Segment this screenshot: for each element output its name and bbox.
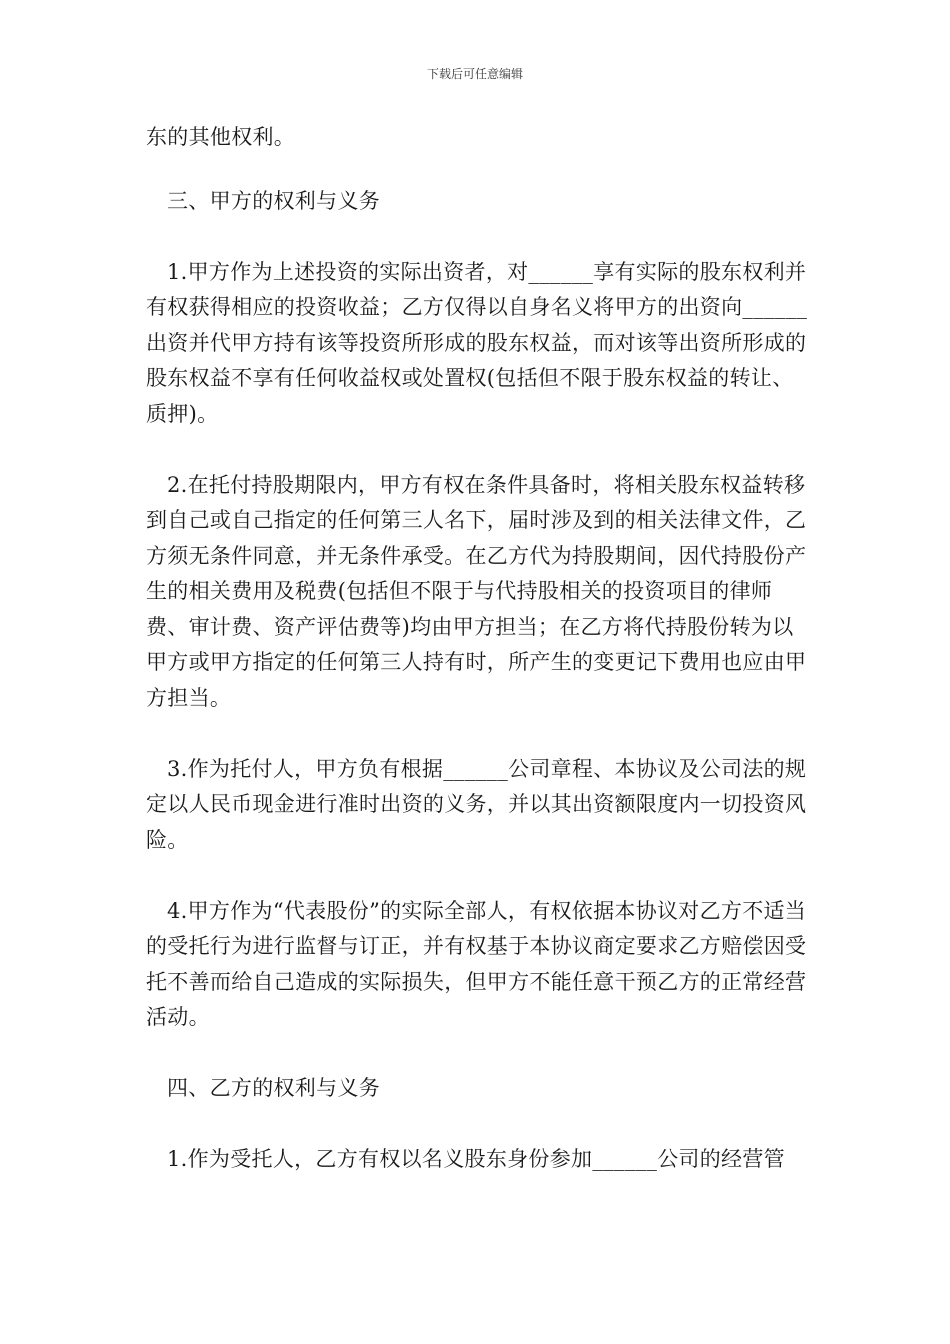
clause-a1: 1.甲方作为上述投资的实际出资者，对______享有实际的股东权利并有权获得相应的投资收益；乙方仅得以自身名义将甲方的出资向______出资并代甲方持有该等投资所形成的股东权益，而对该等出资所形成的股东权益不享有任何收益权或处置权(包括但不限于股东权益的转让、质押)。 <box>146 259 808 426</box>
paragraph-gap <box>146 1107 812 1143</box>
paragraph-gap <box>146 716 812 752</box>
paragraph-gap <box>146 219 812 255</box>
paragraph-gap <box>146 1036 812 1072</box>
section-heading-party-b: 四、乙方的权利与义务 <box>167 1076 380 1100</box>
clause-a2: 2.在托付持股期限内，甲方有权在条件具备时，将相关股东权益转移到自己或自己指定的任何第三人名下，届时涉及到的相关法律文件，乙方须无条件同意，并无条件承受。在乙方代为持股期间，因代持股份产生的相关费用及税费(包括但不限于与代持股相关的投资项目的律师费、审计费、资产评估费等)均由甲方担当；在乙方将代持股份转为以甲方或甲方指定的任何第三人持有时，所产生的变更记下费用也应由甲方担当。 <box>146 472 807 710</box>
paragraph-gap <box>146 858 812 894</box>
section-heading-party-a: 三、甲方的权利与义务 <box>167 188 380 213</box>
paragraph-gap <box>146 432 812 468</box>
clause-a3: 3.作为托付人，甲方负有根据______公司章程、本协议及公司法的规定以人民币现金进行准时出资的义务，并以其出资额限度内一切投资风险。 <box>146 756 807 852</box>
clause-b1: 1.作为受托人，乙方有权以名义股东身份参加______公司的经营管 <box>167 1147 785 1171</box>
paragraph-continuation: 东的其他权利。 <box>146 125 296 149</box>
paragraph-gap <box>146 156 812 184</box>
page-header: 下载后可任意编辑 <box>426 67 523 81</box>
clause-a4: 4.甲方作为“代表股份”的实际全部人，有权依据本协议对乙方不适当的受托行为进行监督与订正，并有权基于本协议商定要求乙方赔偿因受托不善而给自己造成的实际损失，但甲方不能任意干预乙方的正常经营活动。 <box>146 898 807 1029</box>
document-body <box>146 120 812 1178</box>
